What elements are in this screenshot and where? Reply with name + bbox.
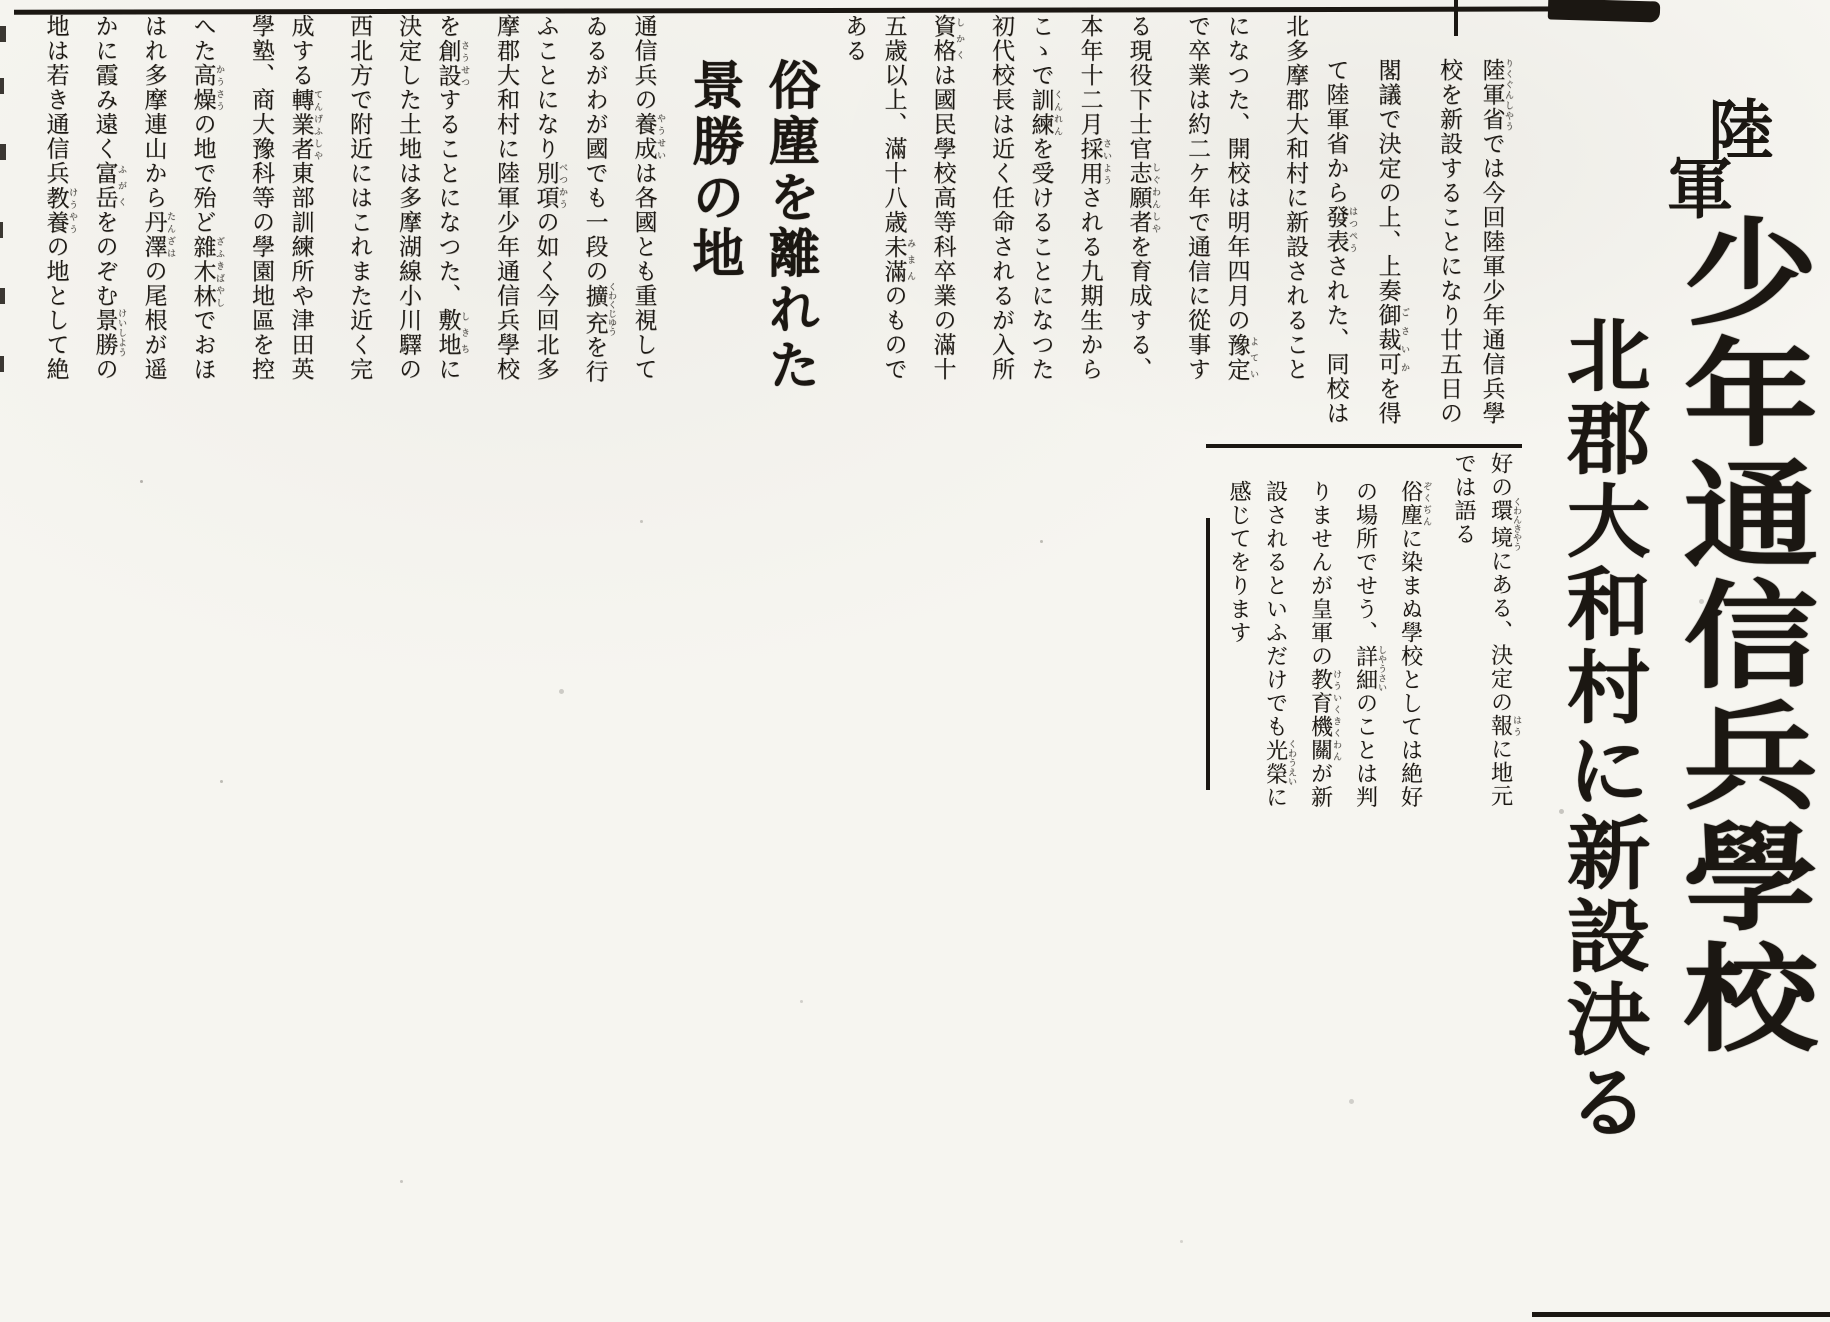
bottom-right-rule xyxy=(1532,1312,1830,1317)
text-column: こゝで訓練 くんれんを受けることになつた xyxy=(1028,14,1063,382)
kicker-character: 軍 xyxy=(1667,154,1733,227)
text-column: ゐるがわが國でも一段の擴充 くわくじゆうを行 xyxy=(582,14,617,384)
article-body-columns xyxy=(12,14,1308,400)
torn-edge-ink-blob xyxy=(1548,0,1661,23)
article-opening-columns xyxy=(1302,58,1514,440)
text-column: はれ多摩連山から丹澤 たんざはの尾根が遥 xyxy=(141,14,176,382)
text-column: 俗塵ぞくぢんに染まぬ學校としては絶好 xyxy=(1398,480,1432,809)
text-column: 閣議で決定の上、上奏御裁可 ごさいかを得 xyxy=(1375,58,1410,426)
text-column: 初代校長は近く任命されるが入所 xyxy=(989,14,1014,382)
text-column: を創設 さうせつすることになつた、敷地 しきちに xyxy=(435,14,470,382)
headline-subtitle: 北郡大和村に新設決る xyxy=(1553,314,1646,1144)
text-column: 地は若き通信兵教養 けうやうの地として絶 xyxy=(43,14,78,382)
text-column: りませんが皇軍の教育機關けういくきくわんが新 xyxy=(1308,480,1342,809)
headline-title: 少年通信兵學校 xyxy=(1663,212,1812,1059)
text-column: 本年十二月採用 さいようされる九期生から xyxy=(1077,14,1112,382)
text-column: 感じてをります xyxy=(1227,480,1252,645)
text-column: 陸軍省 りくぐんしやうでは今回陸軍少年通信兵學 xyxy=(1479,58,1514,426)
text-column: 校を新設することになり廿五日の xyxy=(1437,58,1462,426)
text-column: 成する轉業者 てんげふしや東部訓練所や津田英 xyxy=(288,14,323,382)
text-column: では語る xyxy=(1452,452,1477,546)
text-column: て陸軍省から發表 はつぺうされた、同校は xyxy=(1323,58,1358,426)
text-column: 西北方で附近にはこれまた近く完 xyxy=(347,14,372,382)
text-column: 通信兵の養成 やうせいは各國とも重視して xyxy=(631,14,666,382)
text-column: 摩郡大和村に陸軍少年通信兵學校 xyxy=(494,14,519,382)
article-end-rule xyxy=(1206,518,1210,790)
text-column: 好の環境くわんきやうにある、決定の報はうに地元 xyxy=(1488,452,1522,808)
inset-top-rule xyxy=(1206,444,1522,448)
scan-noise-specks xyxy=(140,480,143,483)
text-column: ある xyxy=(842,14,867,63)
text-column: 五歳以上、滿十八歳未滿 みまんのもので xyxy=(881,14,916,382)
text-column: 學塾、商大豫科等の學園地區を控 xyxy=(249,14,274,382)
text-column: で卒業は約二ケ年で通信に從事す xyxy=(1185,14,1210,382)
text-column: かに霞み遠く富岳 ふがくをのぞむ景勝 けいしようの xyxy=(92,14,127,382)
text-column: ふことになり別項 べつかうの如く今回北多 xyxy=(533,14,568,382)
text-column: 北多摩郡大和村に新設されること xyxy=(1283,14,1308,382)
text-column: 資格 しかくは國民學校高等科卒業の滿十 xyxy=(930,14,965,382)
cut-edge-glyph-fragments xyxy=(0,26,6,42)
local-reaction-inset-columns xyxy=(1206,452,1522,809)
text-column: 設されるといふだけでも光榮くわうえいに xyxy=(1263,480,1297,809)
text-column: る現役下士官志願者 しぐわんしやを育成する、 xyxy=(1126,14,1161,382)
subheading-column: 俗塵を離れた xyxy=(760,58,817,394)
text-column: になつた、開校は明年四月の豫定 よてい xyxy=(1224,14,1259,382)
subheading-column: 景勝の地 xyxy=(684,58,741,282)
kicker-character: 陸 xyxy=(1708,96,1774,169)
text-column: 決定した土地は多摩湖線小川驛の xyxy=(396,14,421,382)
text-column: の場所でせう、詳細しやうさいのことは判 xyxy=(1353,480,1387,809)
top-edge-tick-mark xyxy=(1454,0,1458,36)
text-column: へた高燥 かうさうの地で殆ど雜木林 ざふきばやしでおほ xyxy=(190,14,225,382)
